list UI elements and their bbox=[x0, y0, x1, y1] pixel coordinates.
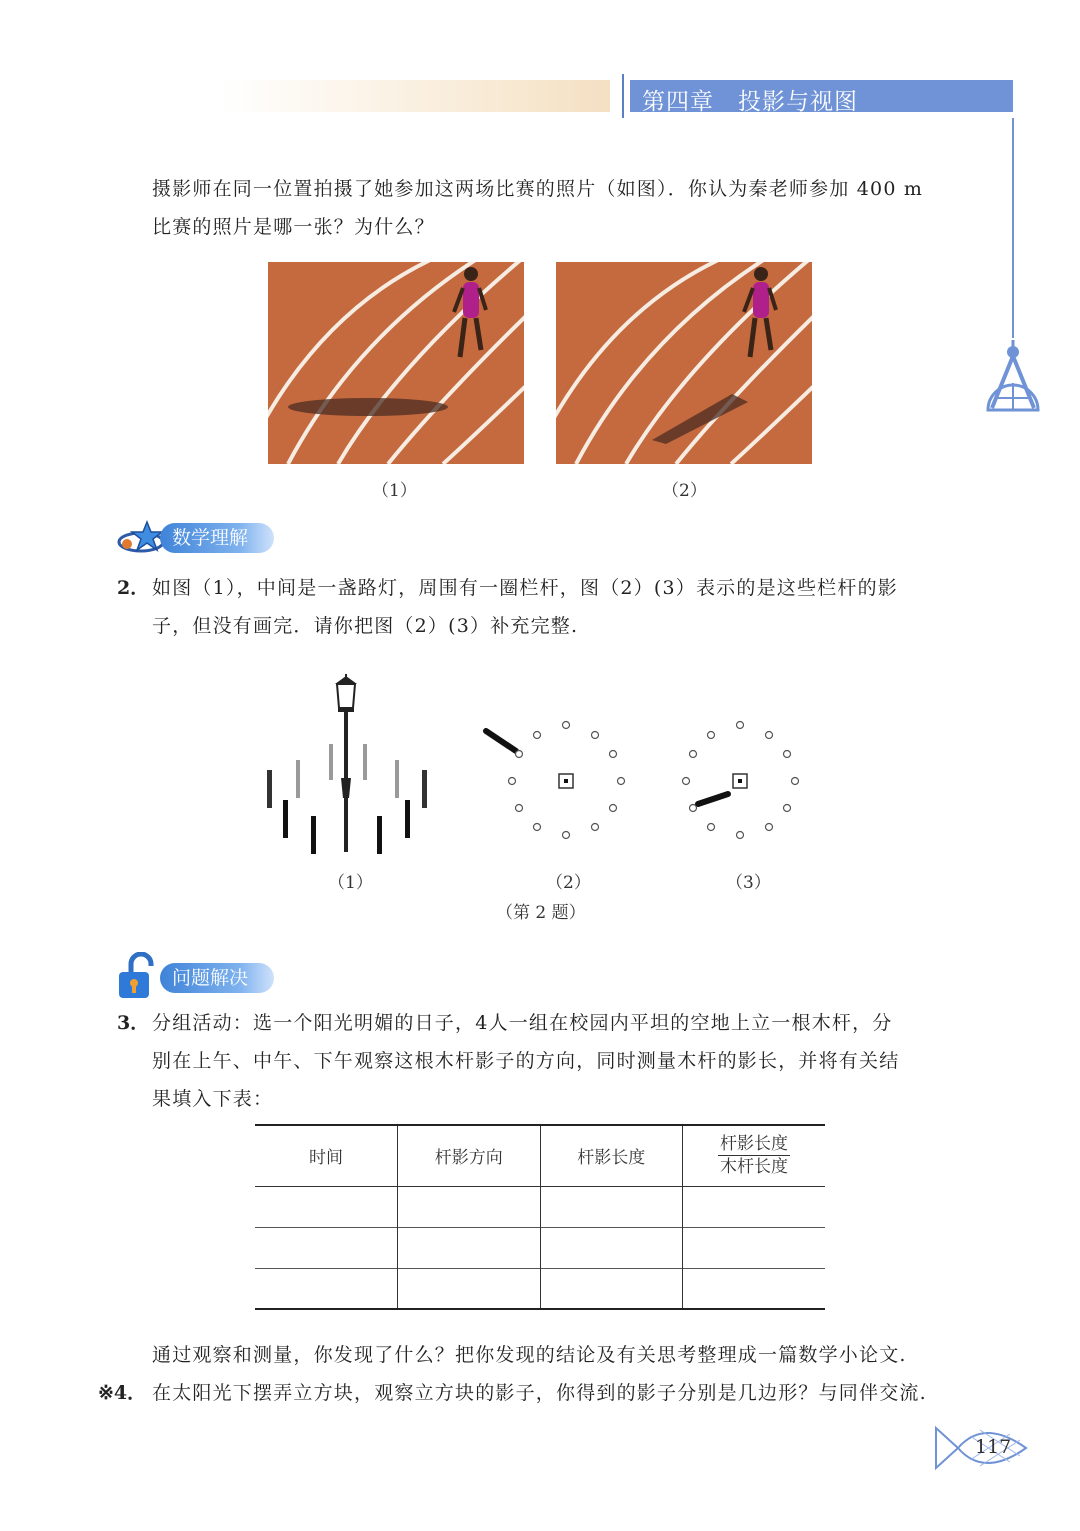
padlock-icon bbox=[117, 952, 163, 1000]
figure-lamp-posts bbox=[255, 668, 445, 858]
figure-label-3: （3） bbox=[726, 873, 771, 893]
table-header-row bbox=[255, 1125, 825, 1186]
side-margin-line bbox=[1012, 118, 1014, 338]
photo-label-2: （2） bbox=[662, 481, 707, 501]
table-cell[interactable] bbox=[255, 1186, 398, 1227]
chapter-title: 第四章 投影与视图 bbox=[642, 89, 858, 115]
photo-label-1: （1） bbox=[372, 481, 417, 501]
header-decor-fade bbox=[220, 80, 610, 112]
table-cell[interactable] bbox=[540, 1268, 683, 1309]
problem4-number: ※4． bbox=[98, 1382, 147, 1404]
table-row bbox=[255, 1186, 825, 1227]
figure-caption: （第 2 题） bbox=[496, 903, 586, 923]
compass-icon bbox=[982, 338, 1044, 418]
table-row bbox=[255, 1268, 825, 1309]
running-photo-2 bbox=[556, 262, 812, 464]
table-row bbox=[255, 1227, 825, 1268]
table-cell[interactable] bbox=[683, 1268, 826, 1309]
running-photo-1 bbox=[268, 262, 524, 464]
problem1-text-line1: 摄影师在同一位置拍摄了她参加这两场比赛的照片（如图）．你认为秦老师参加 400 m bbox=[152, 178, 924, 200]
figure-shadow-3 bbox=[652, 708, 812, 848]
table-cell[interactable] bbox=[255, 1268, 398, 1309]
table-cell[interactable] bbox=[540, 1186, 683, 1227]
problem2-text-line1: 如图（1），中间是一盏路灯，周围有一圈栏杆，图（2）(3）表示的是这些栏杆的影 bbox=[152, 577, 898, 599]
figure-label-2: （2） bbox=[546, 873, 591, 893]
header-divider bbox=[622, 74, 624, 118]
ratio-fraction bbox=[718, 1133, 790, 1178]
table-cell[interactable] bbox=[255, 1227, 398, 1268]
figure-label-1: （1） bbox=[328, 873, 373, 893]
table-cell[interactable] bbox=[683, 1186, 826, 1227]
ratio-denominator: 木杆长度 bbox=[720, 1157, 788, 1178]
table-cell[interactable] bbox=[540, 1227, 683, 1268]
problem3-text-line1: 分组活动：选一个阳光明媚的日子，4人一组在校园内平坦的空地上立一根木杆，分 bbox=[152, 1012, 893, 1034]
table-header-length: 杆影长度 bbox=[540, 1125, 683, 1186]
problem4-text: 在太阳光下摆弄立方块，观察立方块的影子，你得到的影子分别是几边形？与同伴交流. bbox=[152, 1382, 927, 1404]
problem1-text-line2: 比赛的照片是哪一张？为什么？ bbox=[152, 216, 435, 238]
observation-table bbox=[255, 1124, 825, 1310]
page-number: 117 bbox=[975, 1436, 1012, 1458]
table-header-time: 时间 bbox=[255, 1125, 398, 1186]
figure-shadow-2 bbox=[478, 708, 638, 848]
problem2-text-line2: 子，但没有画完．请你把图（2）(3）补充完整. bbox=[152, 615, 579, 637]
table-cell[interactable] bbox=[398, 1227, 541, 1268]
table-cell[interactable] bbox=[683, 1227, 826, 1268]
table-cell[interactable] bbox=[398, 1186, 541, 1227]
ratio-numerator: 杆影长度 bbox=[720, 1134, 788, 1155]
table-header-ratio bbox=[683, 1125, 826, 1186]
section-badge-understanding: 数学理解 bbox=[160, 523, 274, 553]
problem2-number: 2． bbox=[117, 577, 150, 599]
problem3-number: 3． bbox=[117, 1012, 150, 1034]
problem3-after-text: 通过观察和测量，你发现了什么？把你发现的结论及有关思考整理成一篇数学小论文. bbox=[152, 1344, 907, 1366]
problem3-text-line2: 别在上午、中午、下午观察这根木杆影子的方向，同时测量木杆的影长，并将有关结 bbox=[152, 1050, 900, 1072]
table-header-direction: 杆影方向 bbox=[398, 1125, 541, 1186]
section-badge-solving: 问题解决 bbox=[160, 963, 274, 993]
street-lamp-icon bbox=[335, 674, 357, 852]
table-cell[interactable] bbox=[398, 1268, 541, 1309]
problem3-text-line3: 果填入下表： bbox=[152, 1088, 274, 1110]
